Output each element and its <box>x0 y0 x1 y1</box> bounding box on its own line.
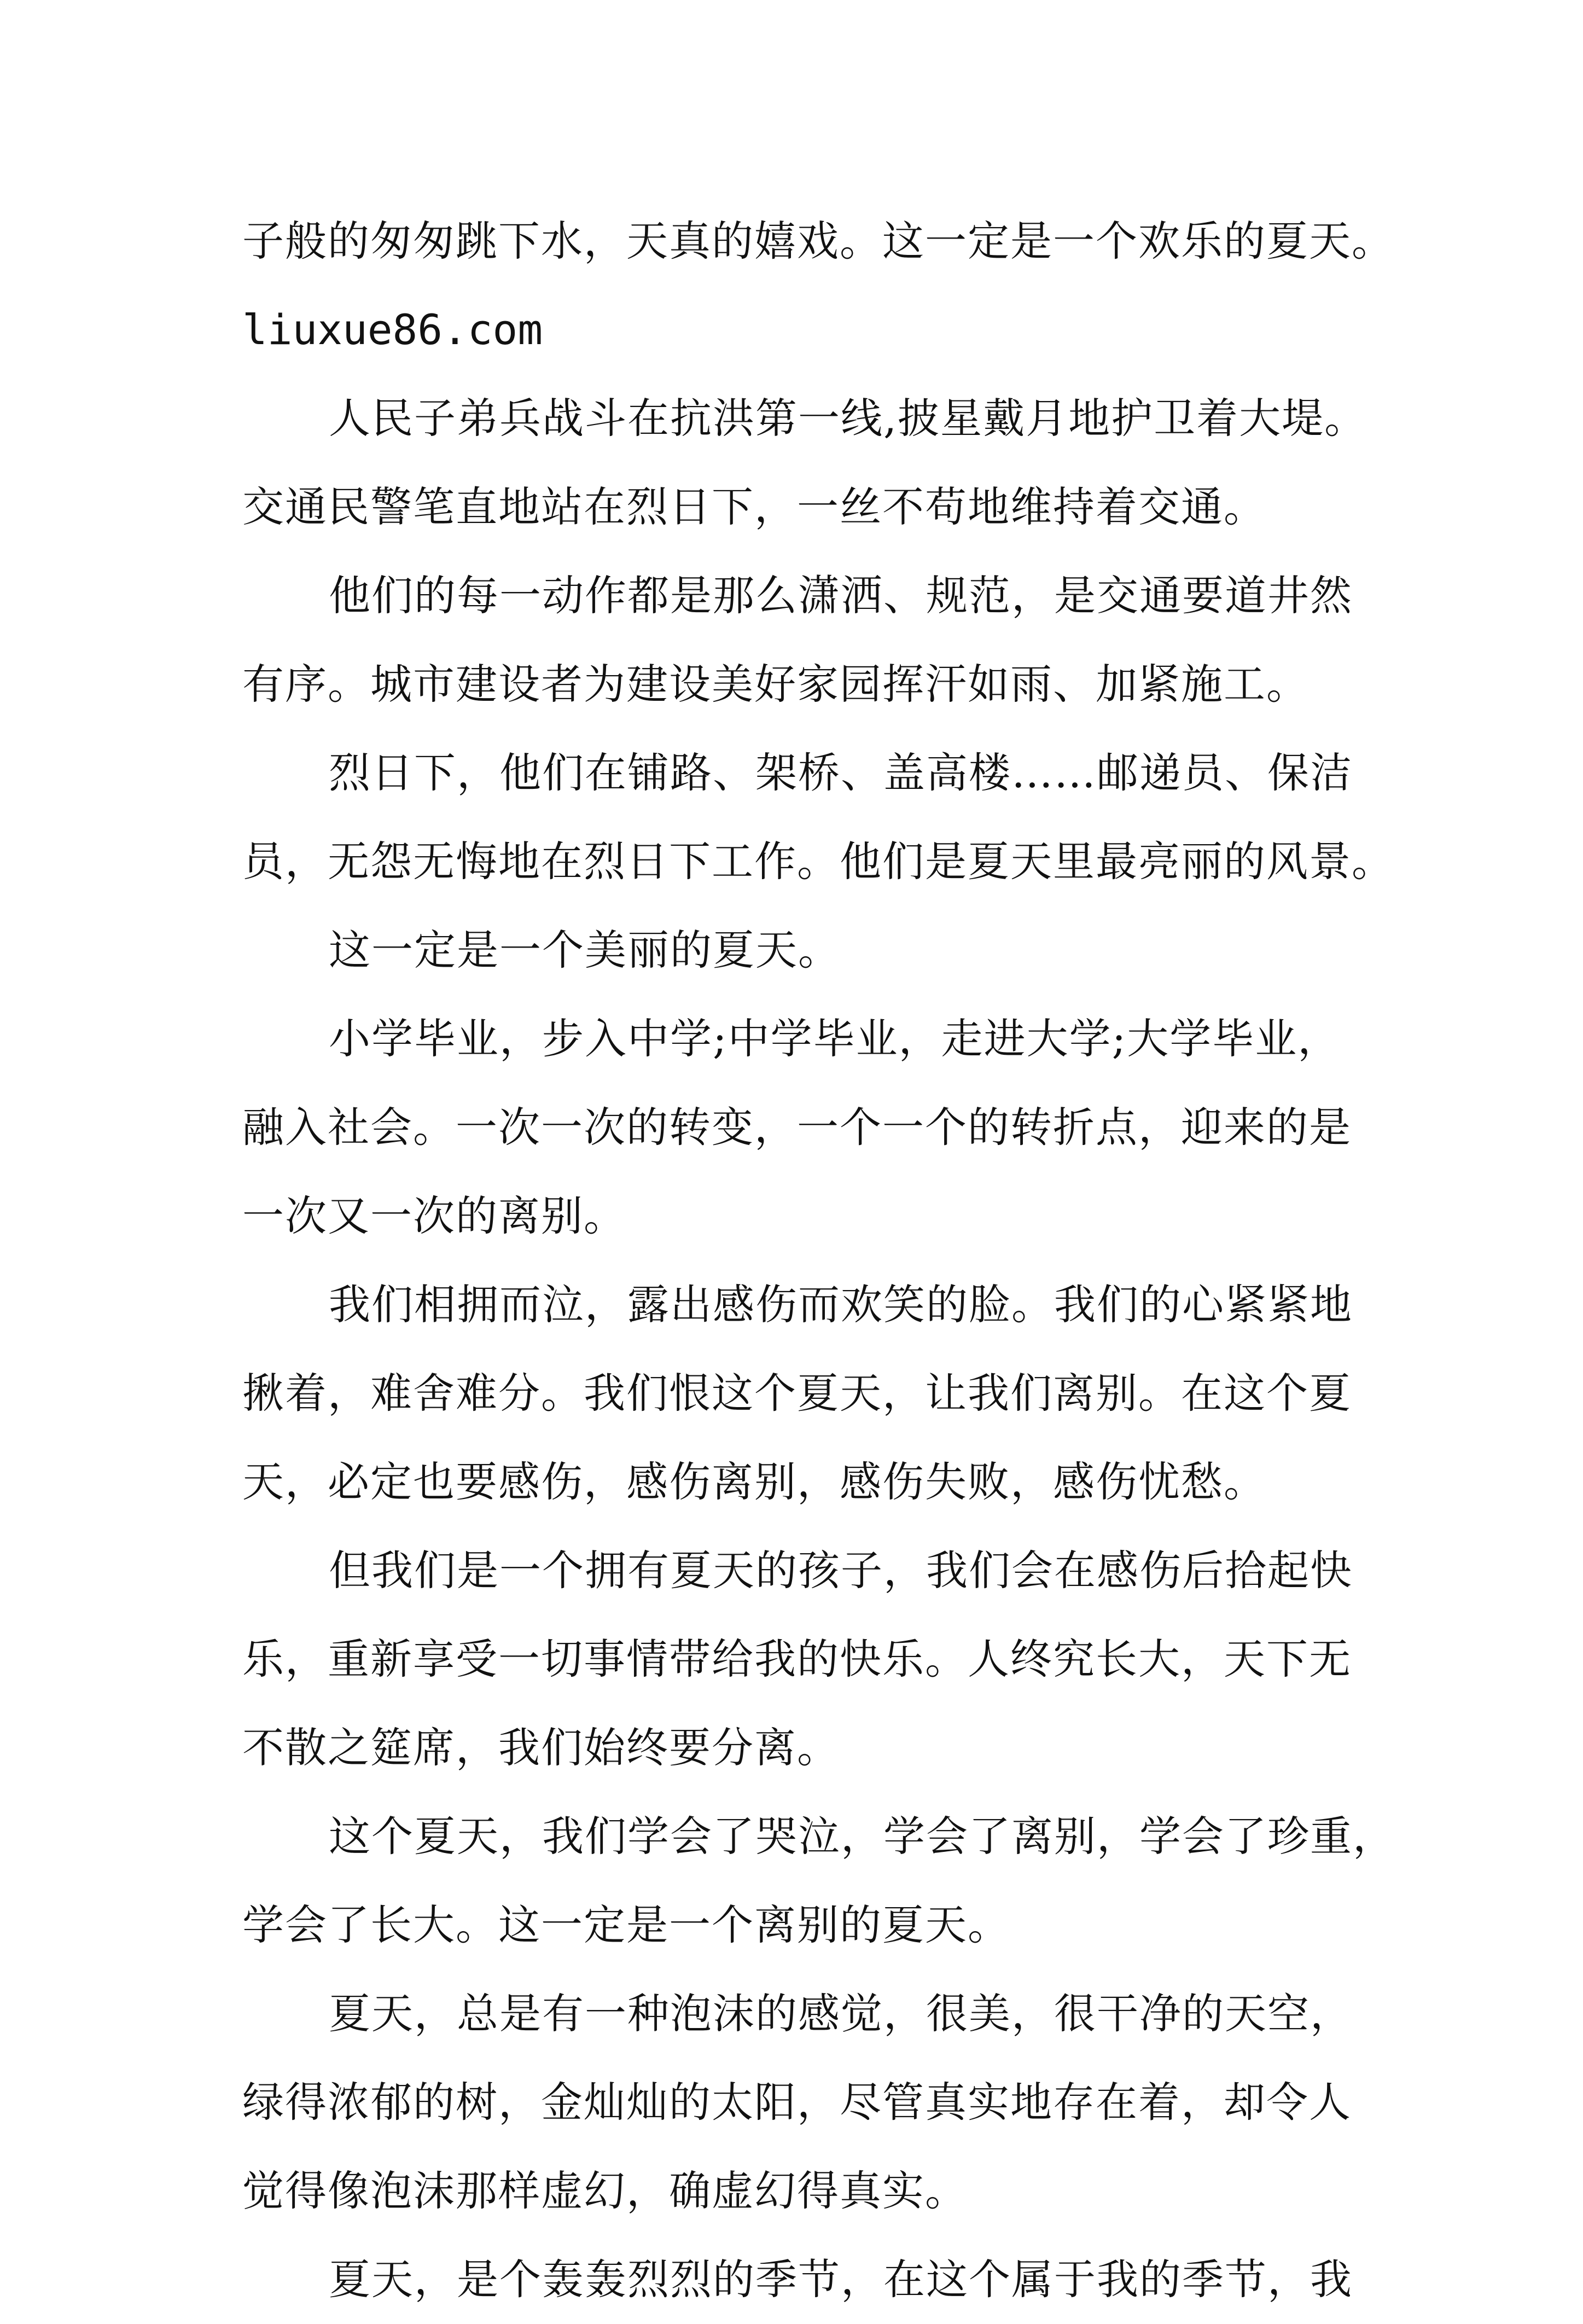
text-line: 乐，重新享受一切事情带给我的快乐。人终究长大，天下无 <box>242 1635 1352 1683</box>
text-line: 绿得浓郁的树，金灿灿的太阳，尽管真实地存在着，却令人 <box>242 2078 1352 2127</box>
text-line: 人民子弟兵战斗在抗洪第一线,披星戴月地护卫着大堤。 <box>329 394 1367 443</box>
text-line: 员，无怨无悔地在烈日下工作。他们是夏天里最亮丽的风景。 <box>242 837 1394 886</box>
text-line: 觉得像泡沫那样虚幻，确虚幻得真实。 <box>242 2166 968 2215</box>
text-line: 但我们是一个拥有夏天的孩子，我们会在感伤后拾起快 <box>329 1546 1353 1595</box>
text-line: 有序。城市建设者为建设美好家园挥汗如雨、加紧施工。 <box>242 660 1309 708</box>
source-url: liuxue86.com <box>242 305 543 354</box>
text-line: 学会了长大。这一定是一个离别的夏天。 <box>242 1901 1010 1949</box>
document-body <box>242 197 1395 2324</box>
text-line: 天，必定也要感伤，感伤离别，感伤失败，感伤忧愁。 <box>242 1457 1266 1506</box>
text-line: 他们的每一动作都是那么潇洒、规范，是交通要道井然 <box>329 571 1353 620</box>
text-line: 不散之筵席，我们始终要分离。 <box>242 1723 840 1772</box>
text-line: 夏天，是个轰轰烈烈的季节，在这个属于我的季节，我 <box>329 2255 1353 2304</box>
text-line: 揪着，难舍难分。我们恨这个夏天，让我们离别。在这个夏 <box>242 1369 1352 1417</box>
text-line: 小学毕业，步入中学;中学毕业，走进大学;大学毕业， <box>329 1014 1341 1063</box>
text-line: 交通民警笔直地站在烈日下，一丝不苟地维持着交通。 <box>242 483 1266 531</box>
text-line: 一次又一次的离别。 <box>242 1192 626 1240</box>
text-line: 融入社会。一次一次的转变，一个一个的转折点，迎来的是 <box>242 1103 1352 1152</box>
text-line: 子般的匆匆跳下水，天真的嬉戏。这一定是一个欢乐的夏天。 <box>242 217 1394 265</box>
text-line: 这个夏天，我们学会了哭泣，学会了离别，学会了珍重， <box>329 1812 1395 1861</box>
text-line: 这一定是一个美丽的夏天。 <box>329 926 841 974</box>
text-line: 烈日下，他们在铺路、架桥、盖高楼……邮递员、保洁 <box>329 748 1353 797</box>
text-line: 夏天，总是有一种泡沫的感觉，很美，很干净的天空， <box>329 1989 1353 2038</box>
text-line: 我们相拥而泣，露出感伤而欢笑的脸。我们的心紧紧地 <box>329 1280 1353 1329</box>
